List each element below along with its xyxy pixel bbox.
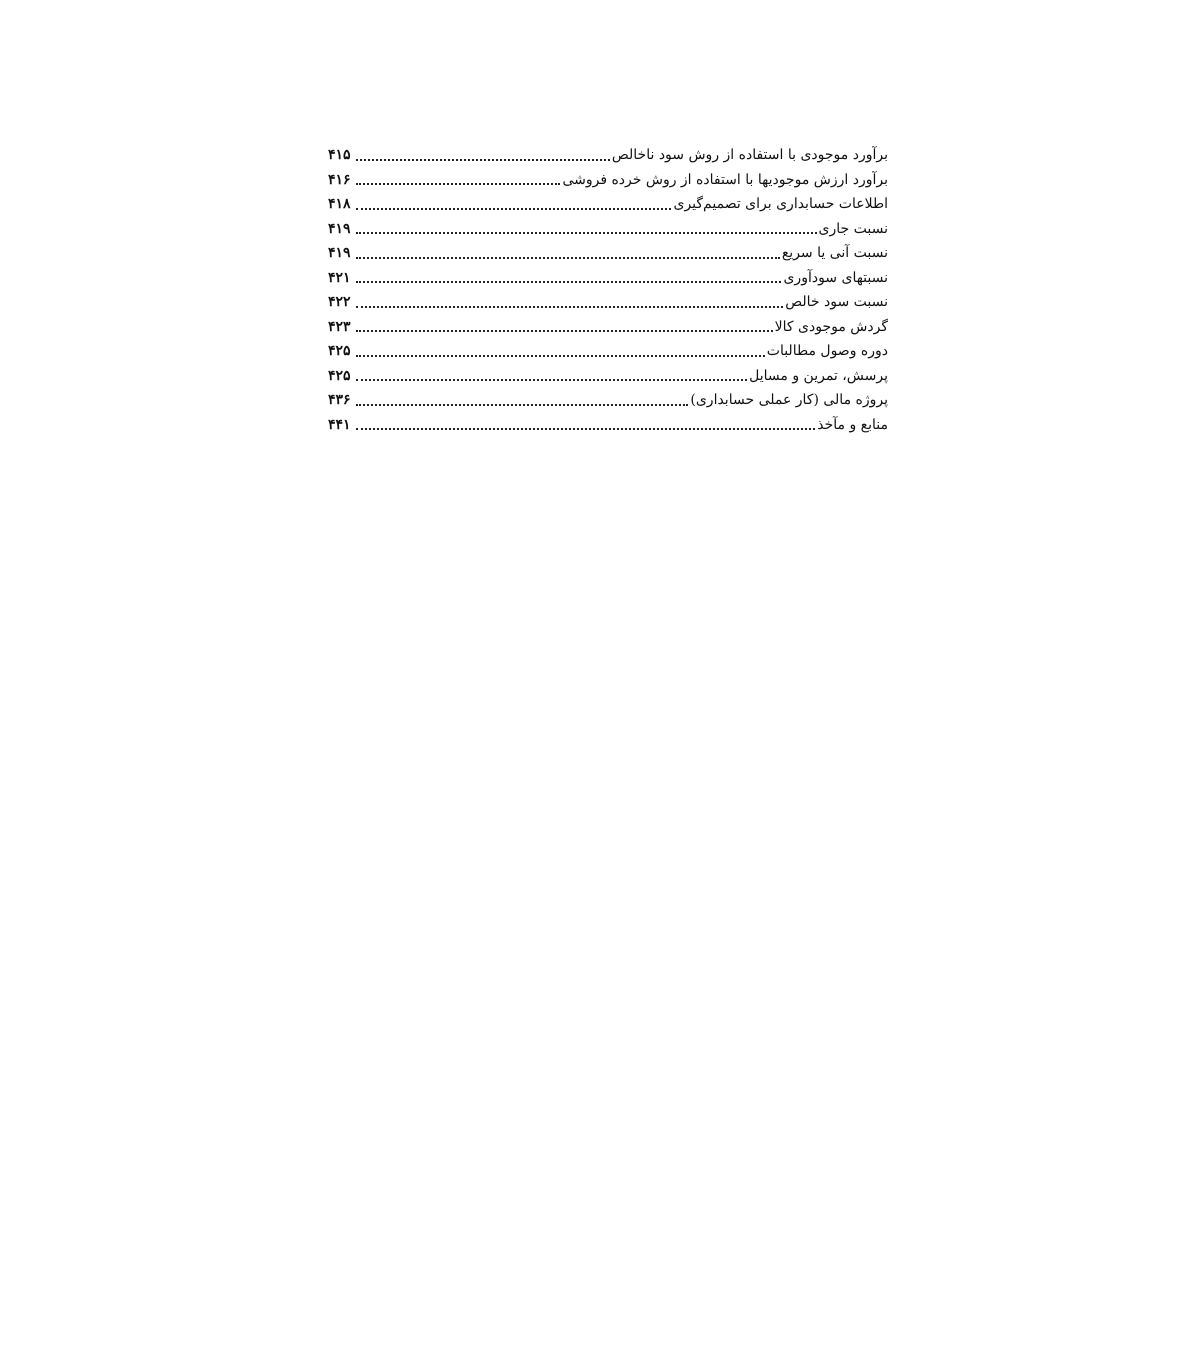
toc-dot-leader xyxy=(356,281,781,283)
toc-entry-page: ۴۲۵ xyxy=(328,343,351,359)
table-of-contents xyxy=(328,143,888,437)
toc-entry xyxy=(328,192,888,217)
toc-entry xyxy=(328,266,888,291)
toc-entry-page: ۴۱۹ xyxy=(328,220,351,237)
toc-entry-title: نسبتهای سودآوری xyxy=(783,269,888,286)
toc-entry xyxy=(328,364,888,389)
toc-entry-title: دوره وصول مطالبات xyxy=(766,343,888,359)
toc-entry-page: ۴۱۸ xyxy=(328,196,351,212)
toc-entry-title: نسبت آنی یا سریع xyxy=(781,245,888,261)
toc-entry-title: پرسش، تمرین و مسایل xyxy=(749,367,888,384)
toc-entry xyxy=(328,388,888,413)
toc-entry xyxy=(328,315,888,340)
toc-entry-page: ۴۲۵ xyxy=(328,367,351,384)
toc-entry-title: اطلاعات حسابداری برای تصمیم‌گیری xyxy=(673,196,888,212)
toc-entry-page: ۴۲۳ xyxy=(328,318,351,335)
toc-dot-leader xyxy=(356,404,688,406)
toc-entry-title: پروژه مالی (کار عملی حسابداری) xyxy=(690,392,888,408)
toc-entry-title: منابع و مآخذ xyxy=(817,416,888,433)
toc-dot-leader xyxy=(356,183,560,185)
toc-entry-page: ۴۱۶ xyxy=(328,171,351,188)
toc-entry xyxy=(328,413,888,438)
toc-entry-title: نسبت جاری xyxy=(818,220,888,237)
toc-entry xyxy=(328,168,888,193)
toc-entry-page: ۴۲۱ xyxy=(328,269,351,286)
toc-dot-leader xyxy=(356,159,610,161)
toc-entry-title: نسبت سود خالص xyxy=(785,294,888,310)
toc-dot-leader xyxy=(356,232,817,234)
toc-entry-page: ۴۴۱ xyxy=(328,416,351,433)
toc-entry-page: ۴۱۹ xyxy=(328,245,351,261)
toc-entry xyxy=(328,217,888,242)
toc-dot-leader xyxy=(356,306,783,308)
toc-dot-leader xyxy=(356,379,747,381)
toc-entry xyxy=(328,241,888,266)
toc-dot-leader xyxy=(356,257,780,259)
toc-entry-page: ۴۲۲ xyxy=(328,294,351,310)
toc-entry xyxy=(328,339,888,364)
toc-dot-leader xyxy=(356,208,671,210)
toc-dot-leader xyxy=(356,330,773,332)
toc-entry xyxy=(328,143,888,168)
toc-entry-page: ۴۱۵ xyxy=(328,147,351,163)
toc-dot-leader xyxy=(356,355,765,357)
toc-entry-title: برآورد موجودی با استفاده از روش سود ناخالص xyxy=(611,147,888,163)
toc-entry-page: ۴۳۶ xyxy=(328,392,351,408)
toc-entry-title: گردش موجودی کالا xyxy=(774,318,888,335)
toc-entry-title: برآورد ارزش موجودیها با استفاده از روش خرده فروشی xyxy=(562,171,888,188)
toc-entry xyxy=(328,290,888,315)
toc-dot-leader xyxy=(356,428,815,430)
